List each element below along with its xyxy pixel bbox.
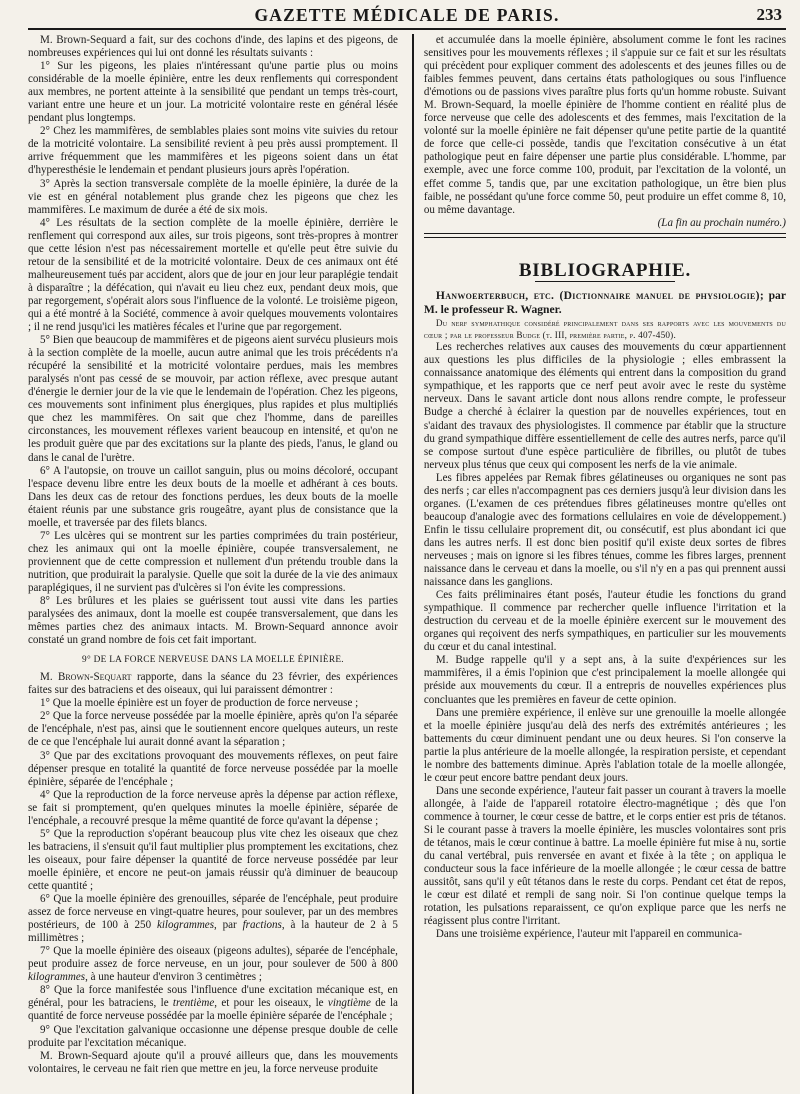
reference-title: Hanwoerterbuch, etc. (Dictionnaire manuel de physiologie) [435, 289, 760, 303]
column-divider [412, 34, 414, 1094]
review-paragraph-5: Dans une première expérience, il enlève sur une grenouille la moelle allongée et la moelle épinière jusqu'au delà des nerfs des extrémités antérieures ; les battements du cœur diminuent pendant une ou deux heures. Si l'on conserve la partie la plus antérieure de la moelle allongée, la respiration persiste, et cependant le nombre des battements diminue. Après l'ablation totale de la moelle allongée, le cœur peut encore battre pendant deux jours. [423, 706, 786, 784]
force-item-6-text-c: , à la hauteur de 2 à 5 millimètres ; [28, 919, 398, 945]
review-paragraph-1: Les recherches relatives aux causes des mouvements du cœur appartiennent aux questions les plus difficiles de la physiologie ; elles embrassent la connaissance anatomique des éléments qui entrent dans la composition du grand sympathique, et les rapports que ce nerf peut avoir avec le reste du système nerveux. Dans le savant article dont nous allons rendre compte, le professeur Budge a cherché à éclairer la question par de nouvelles expériences, tout en s'aidant des travaux des physiologistes. Il commence par établir que la structure du grand sympathique diffère essentiellement de celle des autres nerfs, parce qu'il se compose surtout d'une espèce particulière de fibrilles, ou plutôt de tubes nerveux plus ténus que ceux qui composent les nerfs de la vie animale. [423, 341, 786, 471]
force-item-6 [28, 893, 398, 945]
journal-title: GAZETTE MÉDICALE DE PARIS. [254, 5, 560, 25]
force-item-5: 5° Que la reproduction s'opérant beaucoup plus vite chez les oiseaux que chez les batraciens, il s'ensuit qu'il faut multiplier plus promptement les excitations, chez les oiseaux, pour faire dépenser la quantité de force nerveuse possédée par leur moelle épinière, et encore ne peut-on jamais réussir qu'à diminuer de beaucoup cette quantité ; [28, 827, 398, 892]
force-item-6-text-a: 6° Que la moelle épinière des grenouilles, séparée de l'encéphale, peut produire assez de force nerveuse en vingt-quatre heures, pour soulever, par un des membres postérieurs, de 100 à 250 [28, 893, 398, 932]
force-item-4: 4° Que la reproduction de la force nerveuse après la dépense par action réflexe, se fait si promptement, qu'en quelques minutes la moelle épinière, séparée de l'encéphale, a recouvré presque la même quantité de force qu'avant la dépense ; [28, 788, 398, 827]
force-item-6-text-b: , par [214, 919, 243, 932]
force-item-9: 9° Que l'excitation galvanique occasionne une dépense presque double de celle produite par l'excitation mécanique. [28, 1023, 398, 1049]
section-author: M. Brown-Sequart [40, 671, 132, 684]
force-item-2: 2° Que la force nerveuse possédée par la moelle épinière, après qu'on l'a séparée de l'encéphale, n'est pas, ainsi que le soutiennent encore quelques auteurs, un reste de ce que l'encéphale lui aurait donné avant la séparation ; [28, 710, 398, 749]
result-item-3: 3° Après la section transversale complète de la moelle épinière, la durée de la vie est en général notablement plus grande chez les pigeons que chez les mammifères. Le maximum de durée a été de six mois. [28, 177, 398, 216]
reference-author: ; par M. le professeur R. Wagner. [423, 289, 786, 317]
force-item-3: 3° Que par des excitations provoquant des mouvements réflexes, on peut faire dépenser presque en totalité la quantité de force nerveuse possédée par la moelle épinière, séparée de l'encéphale ; [28, 749, 398, 788]
force-item-7 [28, 945, 398, 984]
force-item-8-text-c: de la quantité de force nerveuse possédée par la moelle épinière séparée de l'encéphale ; [28, 997, 398, 1023]
page-header [28, 0, 786, 30]
bibliography-reference [424, 289, 786, 317]
result-item-2: 2° Chez les mammifères, de semblables plaies sont moins vite suivies du retour de la motricité volontaire. La sensibilité revient à peu près aussi promptement. Il arrive fréquemment que les mammifères et les pigeons soient dans un état d'hyperesthésie le lendemain et pendant plusieurs jours après l'opération. [28, 125, 398, 177]
result-item-8: 8° Les brûlures et les plaies se guérissent tout aussi vite dans les parties paralysées des animaux, dont la moelle est coupée transversalement, que dans les mêmes parties chez des animaux intacts. M. Brown-Sequard annonce avoir constaté un grand nombre de fois cet fait important. [28, 595, 398, 647]
review-paragraph-4: M. Budge rappelle qu'il y a sept ans, à la suite d'expériences sur les mammifères, il a émis l'opinion que c'est principalement la moelle allongée qui préside aux mouvements du cœur. Il a entrepris de nouvelles expériences plus concluantes que les premières en faveur de cette opinion. [423, 654, 786, 706]
intro-paragraph: M. Brown-Sequard a fait, sur des cochons d'inde, des lapins et des pigeons, de nombreuses expériences qui lui ont donné les résultats suivants : [28, 34, 398, 60]
bibliography-title: BIBLIOGRAPHIE. [518, 259, 692, 281]
article-subheading: Du nerf symphathique considéré principalement dans ses rapports avec les mouvements du cœur ; par le professeur Budge (t. III, première partie, p. 407-450). [423, 318, 786, 341]
right-column [420, 34, 786, 1090]
result-item-7: 7° Les ulcères qui se montrent sur les parties comprimées du train postérieur, chez les animaux qui ont la moelle épinière, coupée transversalement, ne proviennent que de cette compression et nullement d'un prétendu trouble dans la nutrition, que produirait la paralysie. Quelle que soit la durée de la vie des animaux paraplégiques, il ne survient pas d'ulcères si l'on évite les compressions. [28, 529, 398, 594]
force-item-7-text-b: , à une hauteur d'environ 3 centimètres ; [85, 971, 262, 984]
bibliography-rule [535, 281, 675, 283]
closing-paragraph: M. Brown-Sequard ajoute qu'il a prouvé ailleurs que, dans les mouvements volontaires, le cerveau ne fait rien que mettre en jeu, la force nerveuse produite [28, 1049, 398, 1075]
left-column [28, 34, 406, 1090]
force-item-8-text-b: , et pour les oiseaux, le [214, 997, 328, 1010]
force-item-8-emphasis-2: vingtième [327, 997, 371, 1010]
force-item-6-emphasis-2: fractions [242, 919, 282, 932]
review-paragraph-3: Ces faits préliminaires étant posés, l'auteur étudie les fonctions du grand sympathique. Il commence par rechercher quelle influence l'irritation et la destruction du cerveau et de la moelle épinière exercent sur le mouvement des organes qui reçoivent des nerfs sympathiques, en particulier sur les mouvements du cœur et du canal intestinal. [423, 589, 786, 654]
result-item-1: 1° Sur les pigeons, les plaies n'intéressant qu'une partie plus ou moins considérable de la moelle épinière, entre les deux renflements qui correspondent aux membres, ne portent atteinte à la sensibilité que pendant un temps très-court, variant entre une heure et un jour. La motricité volontaire reste en général lésée pendant plus longtemps. [28, 60, 398, 125]
section-intro [28, 671, 398, 697]
section-separator [424, 233, 786, 238]
force-item-7-emphasis: kilogrammes [28, 971, 86, 984]
force-item-8-emphasis-1: trentième [172, 997, 215, 1010]
result-item-4: 4° Les résultats de la section complète de la moelle épinière, derrière le renflement qui correspond aux ailes, sur trois pigeons, sont très-propres à montrer que cette lésion n'est pas nécessairement mortelle et qu'elle peut être suivie du retour de la sensibilité et de la motricité volontaire. Deux de ces animaux ont été malheureusement tués par accident, alors que de jour en jour leur paraplégie tendait à disparaître ; la défécation, qui n'avait eu lieu chez eux, pendant deux mois, que par regorgement, s'opérait alors sous l'influence de la volonté. Le troisième pigeon, qui a été montré à la Société, commence à avoir quelques mouvements volontaires ; il ne rend jusqu'ici les matières fécales et l'urine que par regorgement. [28, 216, 398, 334]
result-item-6: 6° A l'autopsie, on trouve un caillot sanguin, plus ou moins décoloré, occupant l'espace devenu libre entre les deux bouts de la moelle et adhérant à ces bouts. Dans les deux cas de retour des fonctions perdues, les deux bouts de la moelle étaient réunis par une substance gris rougeâtre, ayant plus de consistance que la moelle, et traversée par des filets blancs. [28, 464, 398, 529]
force-item-1: 1° Que la moelle épinière est un foyer de production de force nerveuse ; [40, 697, 359, 710]
force-item-6-emphasis-1: kilogrammes [156, 919, 215, 932]
text-columns [28, 34, 786, 1094]
force-item-8 [28, 984, 398, 1023]
review-paragraph-6: Dans une seconde expérience, l'auteur fait passer un courant à travers la moelle allongée, à l'aide de l'appareil rotatoire électro-magnétique ; dès que l'on commence à tourner, le cœur cesse de battre, et le corps entier est pris de tétanos. Si le courant passe à travers la moelle épinière, les muscles volontaires sont pris de tétanos, mais le cœur continue à battre. La moelle épinière fut mise à nu, sortie du canal vertébral, puis renversée en avant et fixée à la tête ; on appliqua le conducteur sous la face inférieure de la moelle allongée ; le cœur cessa de battre aussitôt, sans qu'il y eût tétanos dans le reste du corps. Pendant cet état de repos, le cœur est dilaté et rempli de sang noir. Si l'on continue quelque temps la rotation, les pulsations reparaissent, ce qu'on explique parce que les nerfs ne réagissent plus contre l'irritant. [423, 784, 786, 928]
section-heading: 9° DE LA FORCE NERVEUSE DANS LA MOELLE ÉPINIÈRE. [82, 655, 344, 666]
continuation-paragraph: et accumulée dans la moelle épinière, absolument comme le font les racines sensitives pour les mouvements réflexes ; il s'appuie sur ce fait et sur les résultats qui précèdent pour expliquer comment des adolescents et des jeunes filles ou de faibles femmes peuvent, dans certains états pathologiques ou sous l'influence d'émotions ou de passions vives paraître plus forts qu'un homme robuste. Suivant M. Brown-Sequard, la moelle épinière de l'homme contient en réalité plus de force nerveuse que celle des adolescents et des femmes, mais l'excitation de la volonté sur la moelle épinière ne fait dépenser qu'une petite partie de la quantité de force que celle-ci possède, tandis que l'excitation consécutive à un état pathologique peut en faire dépenser une partie plus considérable. L'homme, par exemple, avec une force comme 100, produit, par l'excitation de la volonté, un effet comme 5, tandis que, par une excitation pathologique, un être bien plus faible, ne possédant qu'une force comme 50, peut produire un effet comme 8, 10, ou même davantage. [423, 34, 786, 216]
force-item-8-text-a: 8° Que la force manifestée sous l'influence d'une excitation mécanique est, en général, pour les batraciens, le [28, 984, 398, 1010]
review-paragraph-7: Dans une troisième expérience, l'auteur mit l'appareil en communica- [435, 928, 743, 941]
page-number: 233 [756, 5, 782, 24]
review-paragraph-2: Les fibres appelées par Remak fibres gélatineuses ou organiques ne sont pas des nerfs ; car elles n'accompagnent pas ces derniers jusqu'à leur division dans les organes. (L'examen de ces prétendues fibres gélatineuses montre qu'elles ont beaucoup d'analogie avec des formations cellulaires en voie de développement.) Enfin le tissu cellulaire proprement dit, ou consécutif, est plus abondant ici que dans les autres nerfs. Il est donc bien positif qu'il existe deux sortes de fibres nerveuses ; mais on ignore si les fibres ténues, comme les fibres larges, prennent naissance dans le cerveau et dans la moelle, ou s'il n'y en a pas qui prennent aussi naissance dans les ganglions. [423, 471, 786, 589]
to-be-continued-note: (La fin au prochain numéro.) [657, 216, 786, 229]
force-item-7-text-a: 7° Que la moelle épinière des oiseaux (pigeons adultes), séparée de l'encéphale, peut produire assez de force nerveuse, en un jour, pour soulever de 500 à 800 [28, 945, 398, 971]
result-item-5: 5° Bien que beaucoup de mammifères et de pigeons aient survécu plusieurs mois à la section complète de la moelle, aucun autre animal que les trois précédents n'a récupéré la sensibilité et la motricité volontaire perdues, mais les membres paralysés n'ont pas cessé de se mouvoir, par action réflexe, avec presque autant d'énergie le dernier jour de la vie que le lendemain de l'opération. Chez les pigeons, ces mouvements sont infiniment plus énergiques, plus rapides et plus multipliés que chez les mammifères. On sait que chez l'homme, dans de pareilles circonstances, les mouvement réflexes varient beaucoup en intensité, et qu'on ne les produit guère que par des excitations sur la plante des pieds, l'anus, le gland ou dans le canal de l'urètre. [28, 334, 398, 464]
section-intro-text: rapporte, dans la séance du 23 février, des expériences faites sur des batraciens et des oiseaux, qui lui paraissent démontrer : [28, 671, 398, 697]
